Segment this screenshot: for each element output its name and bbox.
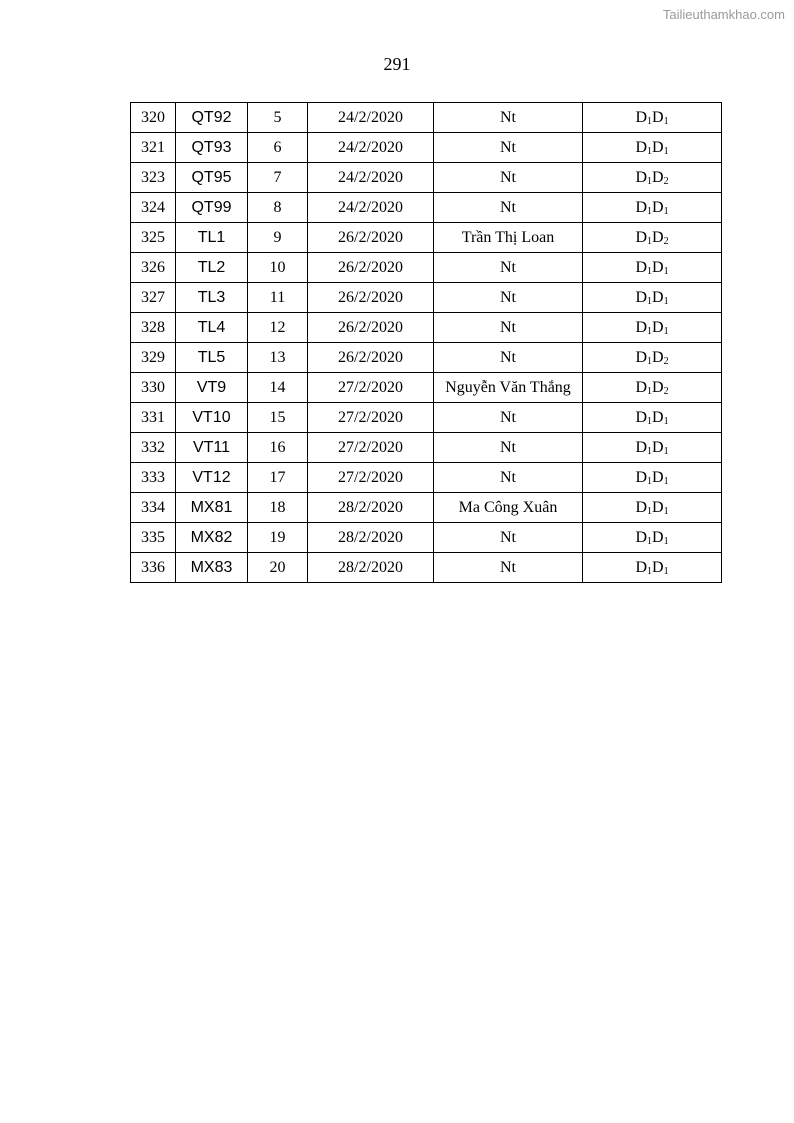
grade-subscript-1: 1 [647, 565, 652, 577]
sequence-cell: 10 [248, 253, 308, 283]
row-number-cell: 336 [131, 553, 176, 583]
row-number-cell: 330 [131, 373, 176, 403]
person-cell: Nt [434, 403, 583, 433]
grade-cell: $D_1D_2$ [583, 163, 722, 193]
grade-subscript-2: 1 [663, 205, 669, 217]
date-cell: 26/2/2020 [308, 283, 434, 313]
sample-code-cell: MX83 [176, 553, 248, 583]
table-row [131, 163, 722, 193]
person-cell: Nt [434, 343, 583, 373]
person-cell: Nt [434, 253, 583, 283]
grade-subscript-2: 1 [663, 325, 669, 337]
person-cell: Nt [434, 193, 583, 223]
date-cell: 27/2/2020 [308, 463, 434, 493]
grade-subscript-2: 1 [663, 535, 669, 547]
row-number-cell: 332 [131, 433, 176, 463]
grade-cell: $D_1D_1$ [583, 253, 722, 283]
sample-code-cell: VT10 [176, 403, 248, 433]
date-cell: 28/2/2020 [308, 493, 434, 523]
table-row [131, 523, 722, 553]
date-cell: 26/2/2020 [308, 343, 434, 373]
sequence-cell: 20 [248, 553, 308, 583]
grade-subscript-1: 1 [647, 445, 652, 457]
grade-subscript-2: 1 [663, 445, 669, 457]
sequence-cell: 12 [248, 313, 308, 343]
grade-subscript-2: 1 [663, 475, 669, 487]
sample-code-cell: VT9 [176, 373, 248, 403]
grade-subscript-1: 1 [647, 325, 652, 337]
person-cell: Nt [434, 163, 583, 193]
data-table [130, 102, 722, 583]
grade-subscript-2: 1 [663, 295, 669, 307]
grade-subscript-1: 1 [647, 355, 652, 367]
sequence-cell: 9 [248, 223, 308, 253]
page-number: 291 [383, 54, 411, 74]
sequence-cell: 13 [248, 343, 308, 373]
sequence-cell: 7 [248, 163, 308, 193]
row-number-cell: 321 [131, 133, 176, 163]
grade-subscript-1: 1 [647, 385, 652, 397]
sample-code-cell: VT12 [176, 463, 248, 493]
table-row [131, 343, 722, 373]
person-cell: Nt [434, 553, 583, 583]
date-cell: 24/2/2020 [308, 133, 434, 163]
date-cell: 24/2/2020 [308, 193, 434, 223]
date-cell: 27/2/2020 [308, 433, 434, 463]
person-cell: Nt [434, 463, 583, 493]
grade-subscript-1: 1 [647, 535, 652, 547]
grade-cell: $D_1D_2$ [583, 223, 722, 253]
sequence-cell: 16 [248, 433, 308, 463]
grade-subscript-2: 2 [663, 355, 669, 367]
grade-subscript-1: 1 [647, 415, 652, 427]
table-row [131, 193, 722, 223]
sample-code-cell: TL1 [176, 223, 248, 253]
table-row [131, 403, 722, 433]
date-cell: 24/2/2020 [308, 103, 434, 133]
row-number-cell: 334 [131, 493, 176, 523]
grade-subscript-1: 1 [647, 295, 652, 307]
grade-subscript-2: 1 [663, 415, 669, 427]
grade-cell: $D_1D_1$ [583, 403, 722, 433]
sample-code-cell: VT11 [176, 433, 248, 463]
date-cell: 27/2/2020 [308, 403, 434, 433]
sequence-cell: 11 [248, 283, 308, 313]
sequence-cell: 18 [248, 493, 308, 523]
row-number-cell: 329 [131, 343, 176, 373]
table-row [131, 433, 722, 463]
table-row [131, 103, 722, 133]
sample-code-cell: TL3 [176, 283, 248, 313]
person-cell: Nt [434, 523, 583, 553]
grade-cell: $D_1D_1$ [583, 553, 722, 583]
sample-code-cell: QT93 [176, 133, 248, 163]
grade-cell: $D_1D_1$ [583, 313, 722, 343]
table-row [131, 463, 722, 493]
row-number-cell: 323 [131, 163, 176, 193]
sample-code-cell: MX82 [176, 523, 248, 553]
date-cell: 26/2/2020 [308, 253, 434, 283]
table-row [131, 253, 722, 283]
sequence-cell: 19 [248, 523, 308, 553]
sequence-cell: 6 [248, 133, 308, 163]
grade-subscript-1: 1 [647, 265, 652, 277]
sample-code-cell: TL2 [176, 253, 248, 283]
sequence-cell: 8 [248, 193, 308, 223]
row-number-cell: 326 [131, 253, 176, 283]
sample-code-cell: MX81 [176, 493, 248, 523]
date-cell: 26/2/2020 [308, 313, 434, 343]
grade-subscript-1: 1 [647, 145, 652, 157]
grade-cell: $D_1D_1$ [583, 133, 722, 163]
row-number-cell: 324 [131, 193, 176, 223]
table-row [131, 283, 722, 313]
table-row [131, 223, 722, 253]
sequence-cell: 17 [248, 463, 308, 493]
grade-cell: $D_1D_1$ [583, 493, 722, 523]
row-number-cell: 325 [131, 223, 176, 253]
table-row [131, 493, 722, 523]
table-body [131, 103, 722, 583]
grade-subscript-1: 1 [647, 475, 652, 487]
row-number-cell: 331 [131, 403, 176, 433]
table-row [131, 373, 722, 403]
grade-subscript-2: 2 [663, 385, 669, 397]
sample-code-cell: TL5 [176, 343, 248, 373]
row-number-cell: 335 [131, 523, 176, 553]
grade-subscript-2: 1 [663, 115, 669, 127]
watermark: Tailieuthamkhao.com [662, 7, 785, 22]
table-row [131, 313, 722, 343]
date-cell: 24/2/2020 [308, 163, 434, 193]
grade-subscript-2: 1 [663, 265, 669, 277]
grade-subscript-1: 1 [647, 205, 652, 217]
table-row [131, 553, 722, 583]
sequence-cell: 14 [248, 373, 308, 403]
sample-code-cell: QT92 [176, 103, 248, 133]
grade-subscript-1: 1 [647, 115, 652, 127]
row-number-cell: 320 [131, 103, 176, 133]
grade-subscript-2: 1 [663, 565, 669, 577]
date-cell: 26/2/2020 [308, 223, 434, 253]
sequence-cell: 5 [248, 103, 308, 133]
person-cell: Nt [434, 313, 583, 343]
grade-cell: $D_1D_2$ [583, 373, 722, 403]
grade-subscript-2: 1 [663, 145, 669, 157]
date-cell: 28/2/2020 [308, 553, 434, 583]
table-row [131, 133, 722, 163]
row-number-cell: 328 [131, 313, 176, 343]
grade-cell: $D_1D_1$ [583, 193, 722, 223]
row-number-cell: 333 [131, 463, 176, 493]
grade-cell: $D_1D_1$ [583, 523, 722, 553]
sample-code-cell: QT99 [176, 193, 248, 223]
date-cell: 27/2/2020 [308, 373, 434, 403]
grade-subscript-2: 2 [663, 175, 669, 187]
grade-cell: $D_1D_1$ [583, 433, 722, 463]
sample-code-cell: QT95 [176, 163, 248, 193]
grade-subscript-1: 1 [647, 505, 652, 517]
date-cell: 28/2/2020 [308, 523, 434, 553]
person-cell: Nt [434, 283, 583, 313]
grade-subscript-1: 1 [647, 235, 652, 247]
sample-code-cell: TL4 [176, 313, 248, 343]
person-cell: Nt [434, 433, 583, 463]
person-cell: Nt [434, 103, 583, 133]
sequence-cell: 15 [248, 403, 308, 433]
grade-cell: $D_1D_2$ [583, 343, 722, 373]
grade-subscript-2: 1 [663, 505, 669, 517]
row-number-cell: 327 [131, 283, 176, 313]
person-cell: Ma Công Xuân [434, 493, 583, 523]
person-cell: Nt [434, 133, 583, 163]
grade-subscript-2: 2 [663, 235, 669, 247]
grade-cell: $D_1D_1$ [583, 463, 722, 493]
grade-cell: $D_1D_1$ [583, 103, 722, 133]
grade-cell: $D_1D_1$ [583, 283, 722, 313]
person-cell: Nguyễn Văn Thắng [434, 373, 583, 403]
person-cell: Trần Thị Loan [434, 223, 583, 253]
grade-subscript-1: 1 [647, 175, 652, 187]
